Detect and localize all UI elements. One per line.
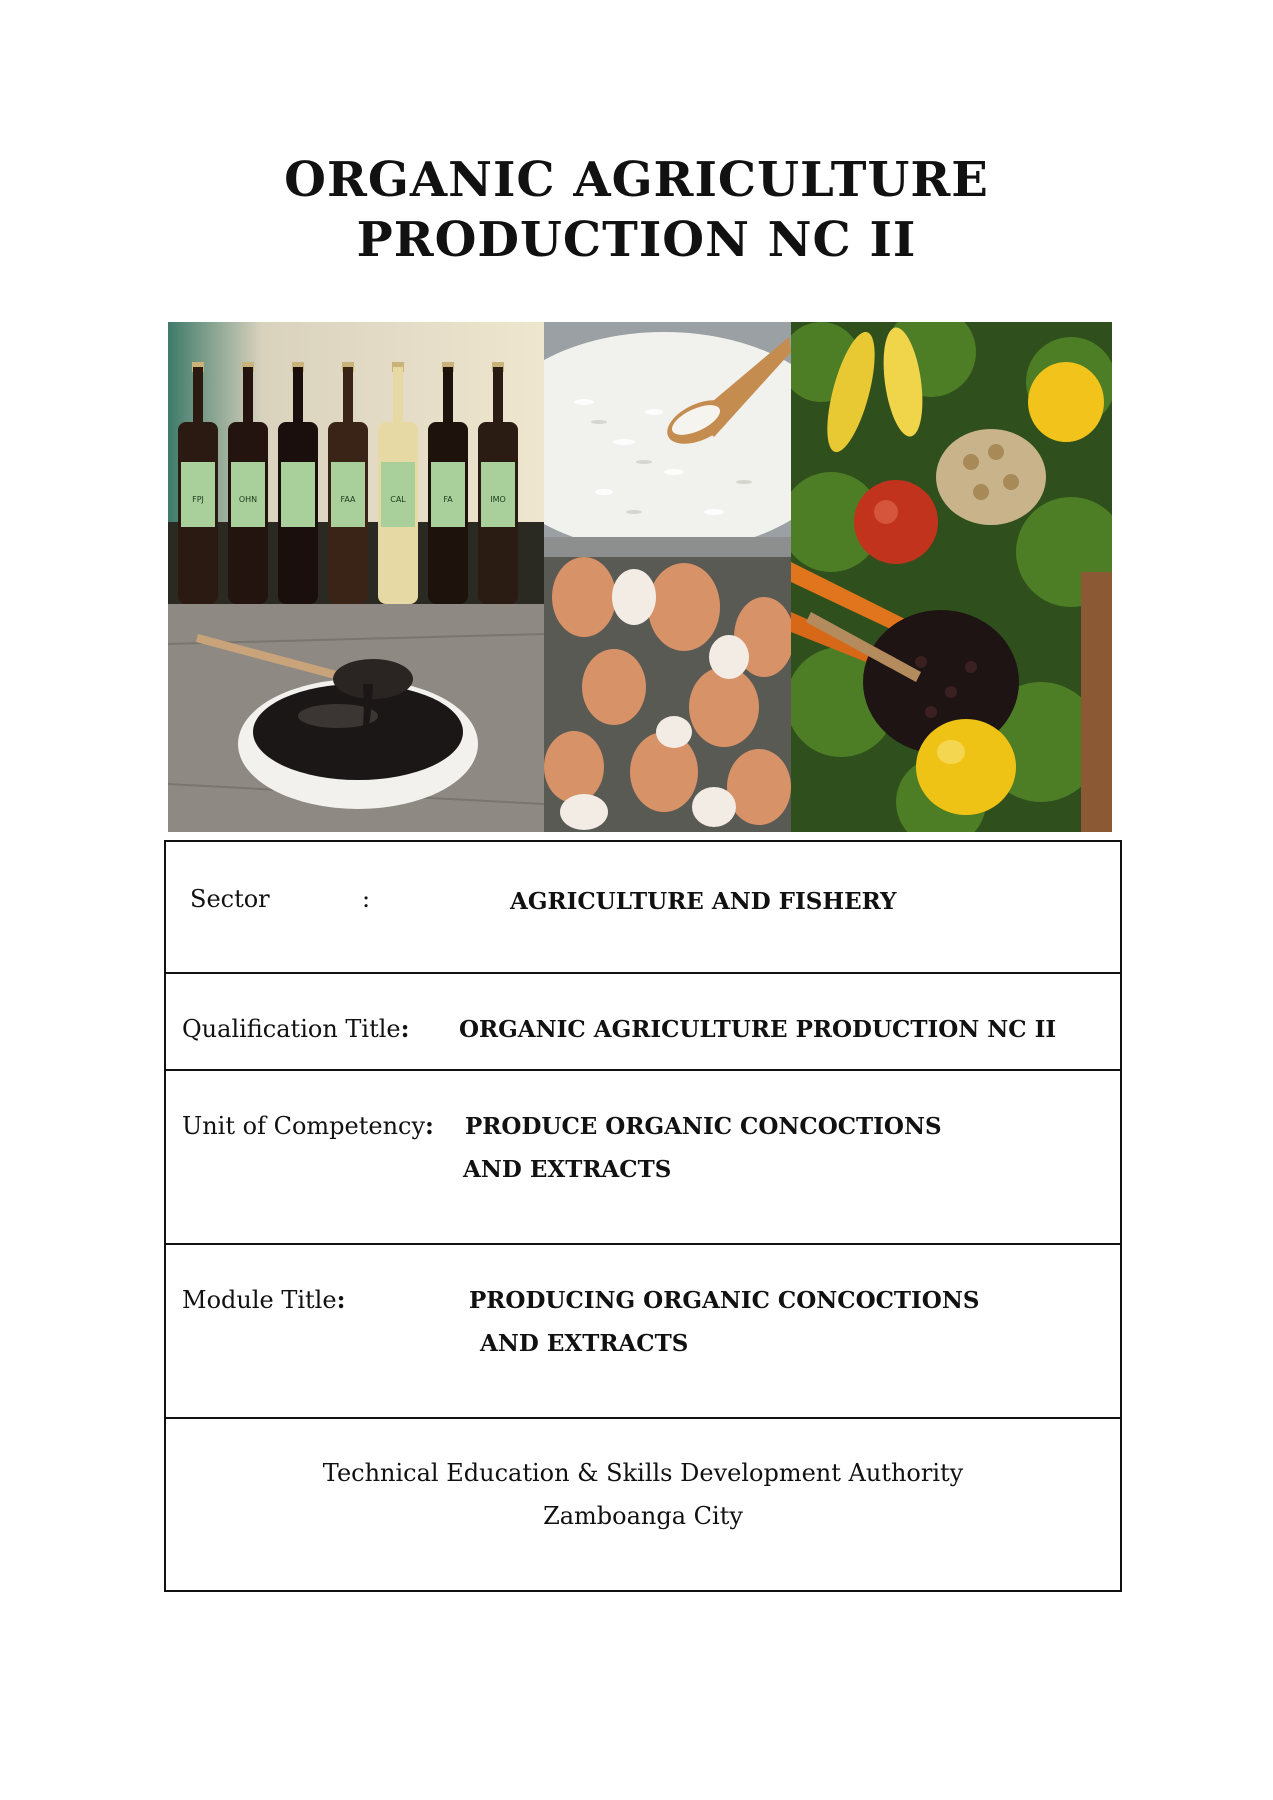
bottle-label: OHN (238, 495, 258, 504)
sector-value: AGRICULTURE AND FISHERY (510, 888, 897, 915)
eggshells-photo (544, 557, 791, 832)
molasses-photo (168, 604, 544, 832)
sector-label: Sector (190, 885, 270, 913)
issuer-name: Technical Education & Skills Development Authority (322, 1459, 964, 1487)
title-line-2: PRODUCTION NC II (356, 212, 917, 268)
module-value-line-1: PRODUCING ORGANIC CONCOCTIONS (469, 1287, 980, 1314)
vegetables-photo (791, 322, 1112, 832)
unit-of-competency-row (166, 1069, 1120, 1245)
qualification-row (166, 972, 1120, 1071)
bottle-label: FPJ (192, 495, 204, 504)
title-line-1: ORGANIC AGRICULTURE (284, 152, 989, 208)
rice-photo (544, 322, 791, 557)
module-info-table (164, 840, 1122, 1592)
sector-colon: : (362, 885, 371, 913)
qualification-value: ORGANIC AGRICULTURE PRODUCTION NC II (459, 1016, 1057, 1043)
bottle-label: FA (443, 495, 453, 504)
module-value-line-2: AND EXTRACTS (480, 1330, 689, 1357)
concoction-bottles-photo (168, 322, 544, 604)
sector-row (166, 842, 1120, 974)
unit-value-line-1: PRODUCE ORGANIC CONCOCTIONS (465, 1113, 942, 1140)
unit-value-line-2: AND EXTRACTS (463, 1156, 672, 1183)
bottle-label: IMO (490, 495, 506, 504)
bottle-label: FAA (340, 495, 356, 504)
cover-photo-collage (168, 322, 1112, 832)
unit-label: Unit of Competency: (182, 1111, 434, 1140)
module-title-label: Module Title: (182, 1285, 346, 1314)
bottle-label: CAL (390, 495, 406, 504)
qualification-label: Qualification Title: (182, 1014, 410, 1043)
issuer-city: Zamboanga City (543, 1502, 743, 1530)
issuer-row (166, 1417, 1120, 1592)
module-title-row (166, 1243, 1120, 1419)
document-title (0, 150, 1273, 270)
